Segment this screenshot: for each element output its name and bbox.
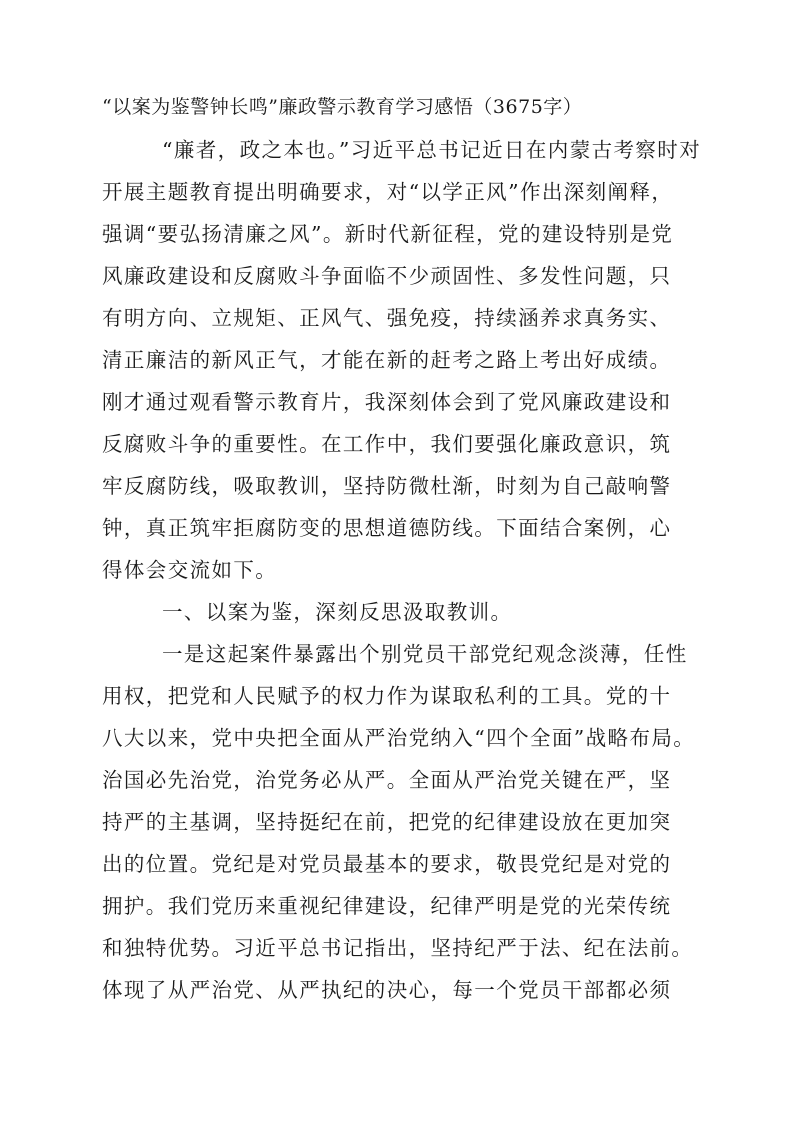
paragraph-line: 一是这起案件暴露出个别党员干部党纪观念淡薄，任性 (162, 642, 688, 666)
paragraph-line: 八大以来，党中央把全面从严治党纳入“四个全面”战略布局。 (102, 726, 696, 750)
paragraph-line: “廉者，政之本也。”习近平总书记近日在内蒙古考察时对 (162, 138, 702, 162)
paragraph-line: 有明方向、立规矩、正风气、强免疫，持续涵养求真务实、 (102, 306, 672, 330)
paragraph-line: 风廉政建设和反腐败斗争面临不少顽固性、多发性问题，只 (102, 264, 672, 288)
paragraph-line: 和独特优势。习近平总书记指出，坚持纪严于法、纪在法前。 (102, 936, 694, 960)
paragraph-line: 得体会交流如下。 (102, 558, 278, 582)
paragraph-line: 清正廉洁的新风正气，才能在新的赶考之路上考出好成绩。 (102, 348, 672, 372)
paragraph-line: 牢反腐防线，吸取教训，坚持防微杜渐，时刻为自己敲响警 (102, 474, 672, 498)
paragraph-line: 用权，把党和人民赋予的权力作为谋取私利的工具。党的十 (102, 684, 672, 708)
paragraph-line: 刚才通过观看警示教育片，我深刻体会到了党风廉政建设和 (102, 390, 672, 414)
paragraph-line: 体现了从严治党、从严执纪的决心，每一个党员干部都必须 (102, 978, 672, 1002)
paragraph-line: 治国必先治党，治党务必从严。全面从严治党关键在严，坚 (102, 768, 672, 792)
paragraph-line: 拥护。我们党历来重视纪律建设，纪律严明是党的光荣传统 (102, 894, 672, 918)
paragraph-line: 钟，真正筑牢拒腐防变的思想道德防线。下面结合案例，心 (102, 516, 672, 540)
paragraph-line: 强调“要弘扬清廉之风”。新时代新征程，党的建设特别是党 (102, 222, 674, 246)
section-heading: 一、以案为鉴，深刻反思汲取教训。 (162, 600, 513, 624)
paragraph-line: 开展主题教育提出明确要求，对“以学正风”作出深刻阐释， (102, 180, 674, 204)
paragraph-line: 持严的主基调，坚持挺纪在前，把党的纪律建设放在更加突 (102, 810, 672, 834)
paragraph-line: 反腐败斗争的重要性。在工作中，我们要强化廉政意识，筑 (102, 432, 672, 456)
paragraph-line: 出的位置。党纪是对党员最基本的要求，敬畏党纪是对党的 (102, 852, 672, 876)
document-title: “以案为鉴警钟长鸣”廉政警示教育学习感悟（3675字） (102, 96, 583, 118)
